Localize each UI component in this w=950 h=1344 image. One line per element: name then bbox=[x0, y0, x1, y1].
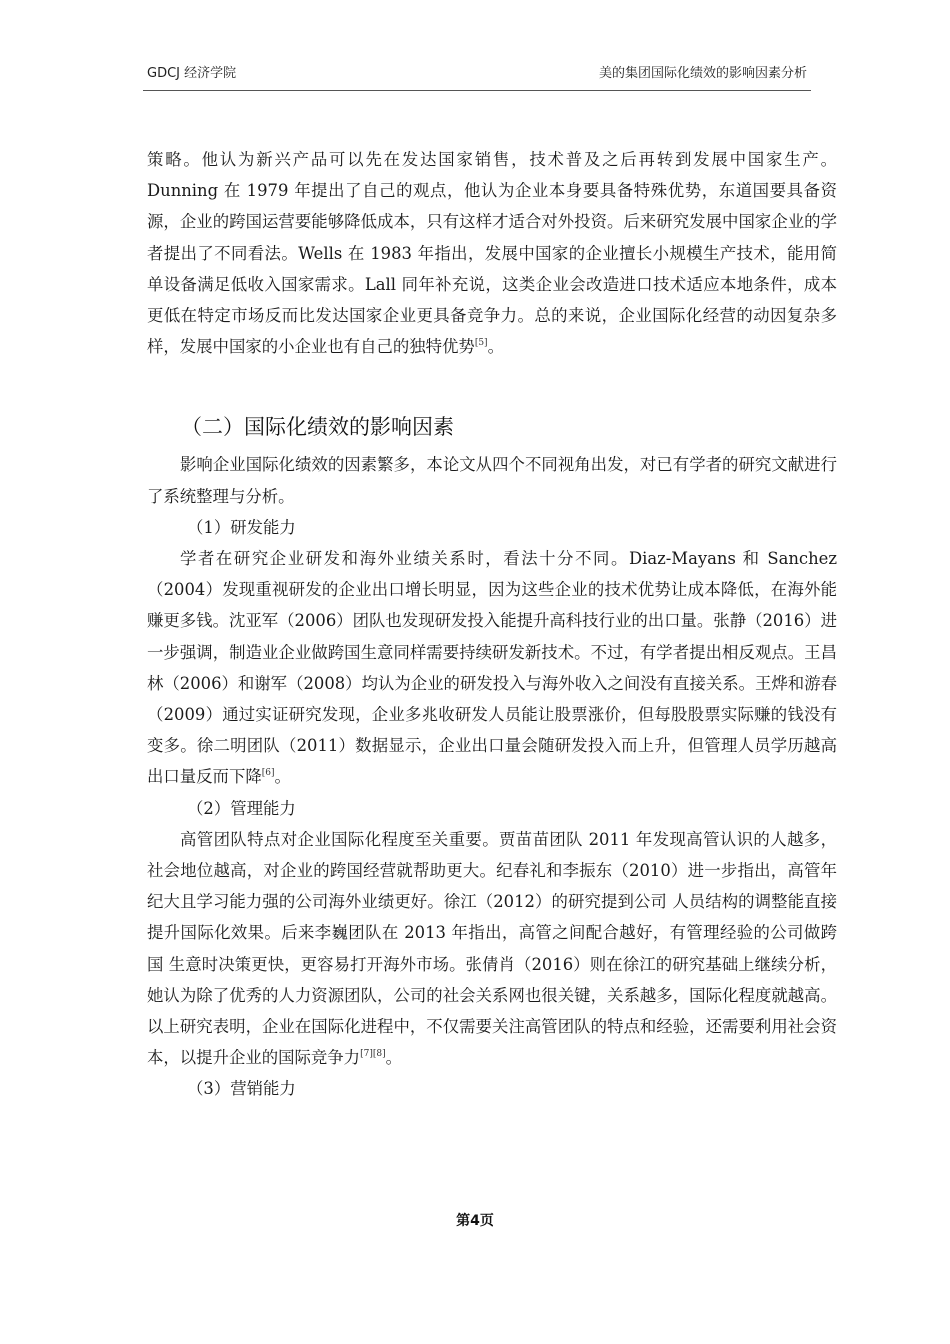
page-number: 第4页 bbox=[456, 1213, 494, 1229]
paragraph-1-text: 策略。他认为新兴产品可以先在发达国家销售，技术普及之后再转到发展中国家生产。Dunning 在 1979 年提出了自己的观点，他认为企业本身要具备特殊优势，东道国要具备资源，企业的跨国运营要能够降低成本，只有这样才适合对外投资。后来研究发展中国家企业的学者提出了不同看法。Wells 在 1983 年指出，发展中国家的企业擅长小规模生产技术，能用简单设备满足低收入国家需求。Lall 同年补充说，这类企业会改造进口技术适应本地条件，成本更低在特定市场反而比发达国家企业更具备竞争力。总的来说，企业国际化经营的动因复杂多样，发展中国家的小企业也有自己的独特优势 bbox=[147, 150, 837, 357]
citation-6: [6] bbox=[261, 768, 275, 779]
paragraph-3 bbox=[147, 543, 837, 793]
section-heading: （二）国际化绩效的影响因素 bbox=[181, 415, 454, 440]
subheading-management: （2）管理能力 bbox=[187, 798, 296, 818]
paragraph-4 bbox=[147, 824, 837, 1074]
subheading-rd: （1）研发能力 bbox=[187, 517, 296, 537]
paragraph-3-text: 学者在研究企业研发和海外业绩关系时，看法十分不同。Diaz-Mayans 和 Sanchez（2004）发现重视研发的企业出口增长明显，因为这些企业的技术优势让成本降低，在海外能赚更多钱。沈亚军（2006）团队也发现研发投入能提升高科技行业的出口量。张静（2016）进一步强调，制造业企业做跨国生意同样需要持续研发新技术。不过，有学者提出相反观点。王昌林（2006）和谢军（2008）均认为企业的研发投入与海外收入之间没有直接关系。王烨和游春（2009）通过实证研究发现，企业多兆收研发人员能让股票涨价，但每股股票实际赚的钱没有变多。徐二明团队（2011）数据显示，企业出口量会随研发投入而上升，但管理人员学历越高出口量反而下降 bbox=[147, 549, 837, 787]
header-school: GDCJ 经济学院 bbox=[147, 66, 237, 81]
paragraph-4-end: 。 bbox=[385, 1048, 402, 1068]
citation-5: [5] bbox=[474, 338, 488, 349]
header-thesis-title: 美的集团国际化绩效的影响因素分析 bbox=[598, 66, 807, 81]
paragraph-1 bbox=[147, 144, 837, 362]
header-divider bbox=[143, 90, 811, 91]
paragraph-4-text: 高管团队特点对企业国际化程度至关重要。贾苗苗团队 2011 年发现高管认识的人越多，社会地位越高，对企业的跨国经营就帮助更大。纪春礼和李振东（2010）进一步指出，高管年纪大且学习能力强的公司海外业绩更好。徐江（2012）的研究提到公司 人员结构的调整能直接提升国际化效果。后来李巍团队在 2013 年指出，高管之间配合越好，有管理经验的公司做跨国 生意时决策更快，更容易打开海外市场。张倩肖（2016）则在徐江的研究基础上继续分析，她认为除了优秀的人力资源团队，公司的社会关系网也很关键，关系越多，国际化程度就越高。以上研究表明，企业在国际化进程中，不仅需要关注高管团队的特点和经验，还需要利用社会资本，以提升企业的国际竞争力 bbox=[147, 829, 837, 1068]
subheading-marketing: （3）营销能力 bbox=[187, 1079, 296, 1099]
citation-7-8: [7][8] bbox=[360, 1049, 386, 1060]
paragraph-3-end: 。 bbox=[274, 767, 291, 787]
paragraph-1-end: 。 bbox=[487, 337, 504, 357]
paragraph-2: 影响企业国际化绩效的因素繁多，本论文从四个不同视角出发，对已有学者的研究文献进行了系统整理与分析。 bbox=[147, 455, 837, 506]
main-content bbox=[147, 144, 837, 1105]
page-header bbox=[147, 62, 807, 86]
